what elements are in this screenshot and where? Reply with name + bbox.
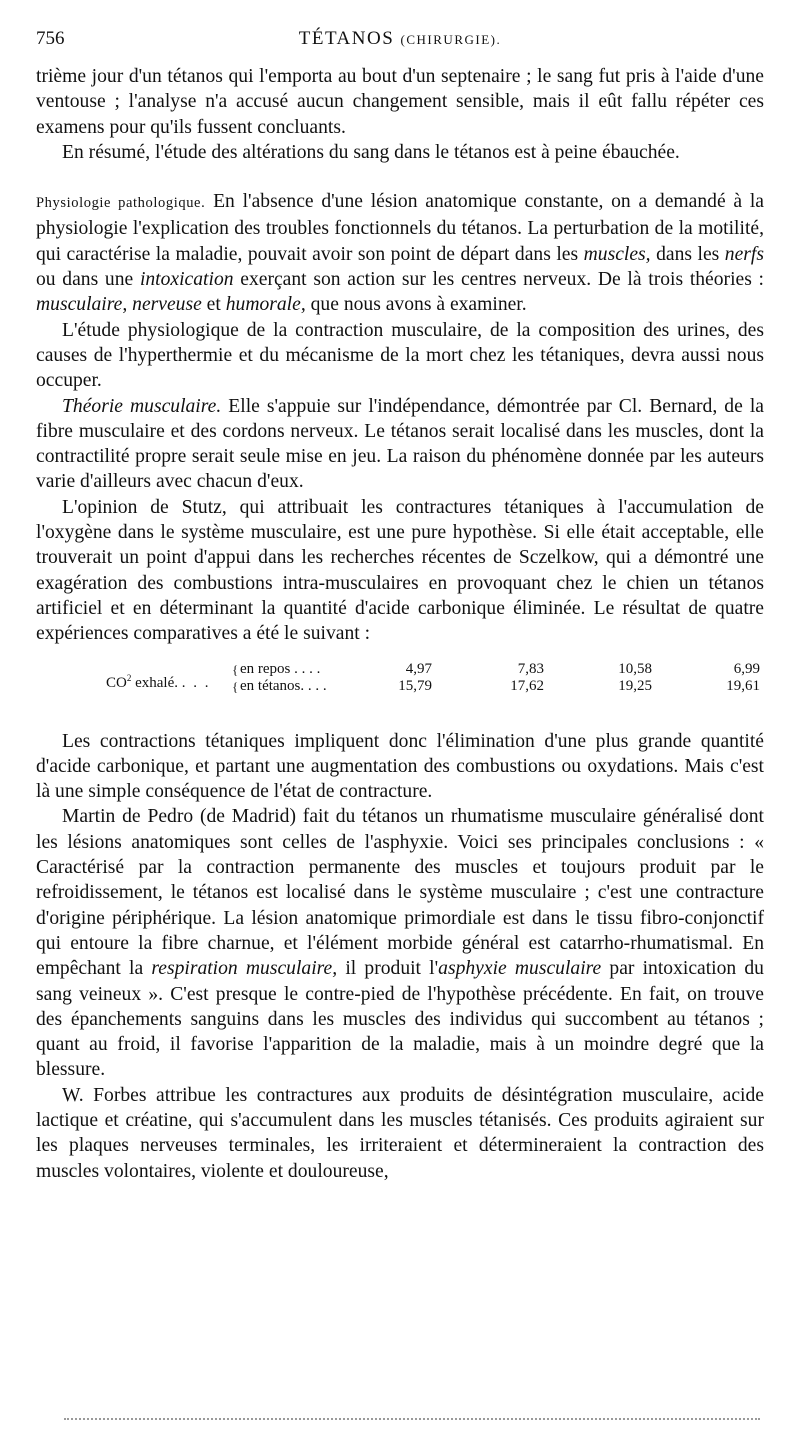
italic-run: asphyxie musculaire (438, 958, 602, 980)
page-header (36, 24, 764, 52)
italic-run: humorale, (225, 294, 306, 316)
table-cell: 10,58 (618, 660, 652, 677)
text-run: que nous avons à examiner. (305, 294, 527, 316)
table-cell: 6,99 (733, 660, 760, 677)
section-heading: Physiologie pathologique. (36, 195, 206, 212)
paragraph: En résumé, l'étude des altérations du sang dans le tétanos est à peine ébauchée. (62, 141, 680, 163)
text-run: Elle s'appuie sur l'indépendance, démontrée par Cl. Bernard, de la fibre musculaire et des cordons nerveux. Le tétanos serait localisé dans les muscles, dont la contractilité propre serait seule mise en jeu. La raison du phénomène donnée par les auteurs varie d'ailleurs avec chacun d'eux. (36, 395, 764, 493)
running-title-sub: (CHIRURGIE). (400, 32, 502, 47)
paragraph-martin (36, 804, 764, 1082)
text-run: et (201, 294, 226, 316)
brace: { { (232, 661, 239, 694)
table-cell: 15,79 (398, 677, 432, 694)
paragraph: Les contractions tétaniques impliquent donc l'élimination d'une plus grande quantité d'acide carbonique, et partant une augmentation des combustions ou oxydations. Mais c'est là une simple conséquence de l'état de contracture. (36, 730, 764, 803)
table-cell: 4,97 (405, 660, 432, 677)
italic-run: respiration musculaire, (151, 958, 338, 980)
text-run: exerçant son action sur les centres nerveux. De là trois théories : (233, 269, 764, 291)
paragraph: W. Forbes attribue les contractures aux produits de désintégration musculaire, acide lactique et créatine, qui s'accumulent dans les muscles tétanisés. Ces produits agiraient sur les plaques nerveuses terminales, les irriteraient et détermineraient la contraction des muscles volontaires, violente et douloureuse, (36, 1084, 764, 1182)
paragraph: L'étude physiologique de la contraction musculaire, de la composition des urines, des causes de l'hyperthermie et du mécanisme de la mort chez les tétaniques, devra aussi nous occuper. (36, 319, 764, 392)
row-label: en tétanos. . . . (240, 677, 327, 694)
paragraph: L'opinion de Stutz, qui attribuait les contractures tétaniques à l'accumulation de l'oxygène dans le système musculaire, est une pure hypothèse. Si elle était acceptable, elle trouverait un point d'appui dans les recherches récentes de Sczelkow, qui a démontré une exagération des combustions intra-musculaires en provoquant chez le chien un tétanos artificiel et en déterminant la quantité d'acide carbonique éliminée. Le résultat de quatre expériences comparatives a été le suivant : (36, 496, 764, 645)
table-row (240, 661, 760, 678)
running-title (36, 28, 764, 50)
table-cell: 19,61 (726, 677, 760, 694)
row-label: en repos . . . . (240, 660, 321, 677)
subsection-heading: Théorie musculaire. (62, 395, 222, 417)
text-run: dans les (650, 243, 725, 265)
text-run: ou dans une (36, 269, 140, 291)
text-run: il produit l' (337, 958, 439, 980)
body-text (36, 64, 764, 1184)
text-run: par intoxication du sang veineux ». C'est presque le contre-pied de l'hypothèse précédente. En fait, on trouve des épanchements sanguins dans les muscles des individus qui succombent au tétanos ; quant au froid, il favorise l'apparition de la maladie, mais à un moindre degré que la blessure. (36, 958, 764, 1081)
table-row (240, 678, 760, 695)
footer-dotted-rule (64, 1418, 760, 1420)
italic-run: nerfs (724, 243, 764, 265)
table-cell: 7,83 (517, 660, 544, 677)
table-label: $CO^2$ exhalé. . . . (106, 672, 211, 691)
text-run: Martin de Pedro (de Madrid) fait du tétanos un rhumatisme musculaire généralisé dont les lésions anatomiques sont celles de l'asphyxie. Voici ses principales conclusions : « Caractérisé par la contraction permanente des muscles et toujours produit par le refroidissement, le tétanos est localisé dans le système musculaire ; c'est une contracture d'origine périphérique. La lésion anatomique primordiale est dans le tissu fibro-conjonctif qui entoure la fibre charnue, et l'élément morbide général est catarrho-rhumatismal. En empêchant la (36, 806, 764, 980)
co2-table (36, 661, 764, 711)
running-title-main: TÉTANOS (298, 28, 395, 49)
table-cell: 19,25 (618, 677, 652, 694)
paragraph-physiologie (36, 189, 764, 317)
text-run: En l'absence d'une lésion anatomique constante, on a demandé à la physiologie l'explication des troubles fonctionnels du tétanos. La perturbation de la motilité, qui caractérise la maladie, pouvait avoir son point de départ dans les (36, 191, 765, 265)
italic-run: intoxication (139, 269, 234, 291)
paragraph: trième jour d'un tétanos qui l'emporta au bout d'un septenaire ; le sang fut pris à l'aide d'une ventouse ; l'analyse n'a accusé aucun changement sensible, mais il eût fallu répéter ces examens pour qu'ils fussent concluants. (36, 66, 764, 138)
italic-run: musculaire, nerveuse (36, 294, 202, 316)
table-cell: 17,62 (510, 677, 544, 694)
italic-run: muscles, (583, 243, 651, 265)
page-number: 756 (36, 28, 65, 49)
paragraph-theorie (36, 394, 764, 495)
